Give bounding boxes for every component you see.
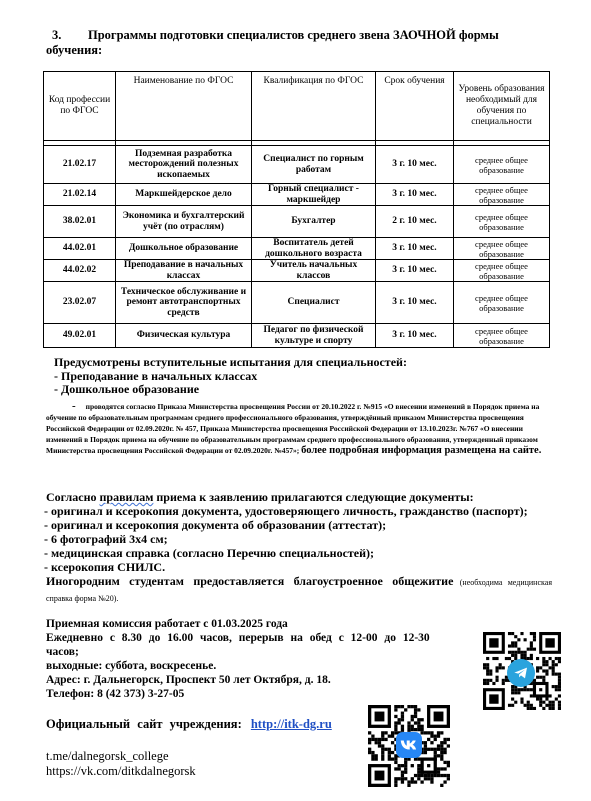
cell-name: Дошкольное образование (116, 238, 252, 260)
table-row (44, 238, 550, 260)
cell-level: среднее общее образование (454, 146, 550, 184)
exams-more: более подробная информация размещена на сайте. (301, 445, 542, 456)
exams-title: Предусмотрены вступительные испытания для специальностей: (54, 355, 407, 369)
cell-term: 3 г. 10 мес. (376, 238, 454, 260)
cell-qualification: Специалист по горным работам (252, 146, 376, 184)
telegram-link[interactable]: t.me/dalnegorsk_college (46, 749, 169, 763)
note-dash: - (72, 400, 76, 412)
cell-name: Маркшейдерское дело (116, 184, 252, 206)
table-row (44, 146, 550, 184)
section-title: Программы подготовки специалистов среднего звена ЗАОЧНОЙ формы обучения: (46, 28, 499, 57)
table-header-row (44, 72, 550, 141)
cell-name: Преподавание в начальных классах (116, 260, 252, 282)
working-hours: Ежедневно с 8.30 до 16.00 часов, перерыв на обед с 12-00 до 12-30 часов; (46, 632, 430, 658)
cell-code: 21.02.14 (44, 184, 116, 206)
exam-item: - Преподавание в начальных классах (54, 368, 258, 383)
cell-level: среднее общее образование (454, 206, 550, 238)
cell-level: среднее общее образование (454, 324, 550, 348)
header-term: Срок обучения (376, 72, 454, 141)
cell-qualification: Бухгалтер (252, 206, 376, 238)
document-item: - оригинал и ксерокопия документа об образовании (аттестат); (44, 518, 387, 532)
cell-term: 3 г. 10 мес. (376, 260, 454, 282)
cell-code: 23.02.07 (44, 282, 116, 324)
site-line: Официальный сайт учреждения: http://itk-dg.ru (46, 717, 332, 731)
documents-block (46, 490, 552, 606)
exams-note: - проводятся согласно Приказа Министерства просвещения России от 20.10.2022 г. №915 «О внесении изменений в Порядок приема на обучение по образовательным программам среднего профессионального образования, утверждённый приказом Министерства просвещения Российской Федерации от 02.09.2020г. № 457, Приказа Министерства просвещения Российской Федерации от 13.10.2023г. №767 «О внесении изменений в Порядок приема на обучение по образовательным программам среднего профессионального образования, утвержденный приказом Министерства просвещения Российской Федерации от 02.09.2020г. №457»; более подробная информация размещена на сайте. (46, 400, 542, 456)
table-row (44, 282, 550, 324)
cell-qualification: Педагог по физической культуре и спорту (252, 324, 376, 348)
section-number: 3. (52, 28, 62, 42)
cell-level: среднее общее образование (454, 282, 550, 324)
site-link[interactable]: http://itk-dg.ru (250, 717, 332, 731)
weekend-days: выходные: суббота, воскресенье. (46, 660, 217, 672)
cell-level: среднее общее образование (454, 184, 550, 206)
cell-code: 38.02.01 (44, 206, 116, 238)
cell-name: Физическая культура (116, 324, 252, 348)
cell-name: Экономика и бухгалтерский учёт (по отраслям) (116, 206, 252, 238)
exams-note-block (46, 401, 554, 456)
cell-level: среднее общее образование (454, 238, 550, 260)
document-item: - 6 фотографий 3х4 см; (44, 532, 168, 546)
cell-term: 3 г. 10 мес. (376, 282, 454, 324)
header-level: Уровень образования необходимый для обучения по специальности (454, 72, 550, 141)
vk-icon (396, 732, 422, 758)
vk-link[interactable]: https://vk.com/ditkdalnegorsk (46, 764, 196, 778)
header-qualification: Квалификация по ФГОС (252, 72, 376, 141)
commission-start: Приемная комиссия работает с 01.03.2025 года (46, 618, 288, 630)
cell-code: 44.02.02 (44, 260, 116, 282)
documents-intro: Согласно правилам приема к заявлению прилагаются следующие документы: (46, 490, 474, 504)
cell-term: 3 г. 10 мес. (376, 146, 454, 184)
address: Адрес: г. Дальнегорск, Проспект 50 лет Октября, д. 18. (46, 674, 331, 686)
contact-block (46, 617, 556, 779)
table-row (44, 184, 550, 206)
cell-qualification: Учитель начальных классов (252, 260, 376, 282)
exam-item: - Дошкольное образование (54, 382, 200, 396)
header-code: Код профессии по ФГОС (44, 72, 116, 141)
cell-code: 49.02.01 (44, 324, 116, 348)
phone: Телефон: 8 (42 373) 3-27-05 (46, 688, 185, 700)
cell-qualification: Специалист (252, 282, 376, 324)
table-row (44, 206, 550, 238)
telegram-icon (507, 659, 535, 687)
cell-name: Техническое обслуживание и ремонт автотранспортных средств (116, 282, 252, 324)
cell-term: 3 г. 10 мес. (376, 184, 454, 206)
table-row (44, 324, 550, 348)
exams-block (46, 356, 407, 397)
social-links (46, 749, 556, 779)
header-name: Наименование по ФГОС (116, 72, 252, 141)
cell-name: Подземная разработка месторождений полезных ископаемых (116, 146, 252, 184)
document-item: - медицинская справка (согласно Перечню специальностей); (44, 546, 375, 560)
cell-qualification: Воспитатель детей дошкольного возраста (252, 238, 376, 260)
cell-level: среднее общее образование (454, 260, 550, 282)
cell-term: 3 г. 10 мес. (376, 324, 454, 348)
dormitory-text: Иногородним студентам предоставляется благоустроенное общежитие (необходима медицинская справка форма №20). (46, 574, 552, 603)
document-item: - ксерокопия СНИЛС. (44, 560, 166, 574)
document-item: - оригинал и ксерокопия документа, удостоверяющего личность, гражданство (паспорт); (44, 504, 528, 518)
cell-qualification: Горный специалист - маркшейдер (252, 184, 376, 206)
cell-term: 2 г. 10 мес. (376, 206, 454, 238)
programs-table (43, 71, 550, 348)
section-heading (46, 28, 556, 58)
cell-code: 21.02.17 (44, 146, 116, 184)
cell-code: 44.02.01 (44, 238, 116, 260)
table-row (44, 260, 550, 282)
